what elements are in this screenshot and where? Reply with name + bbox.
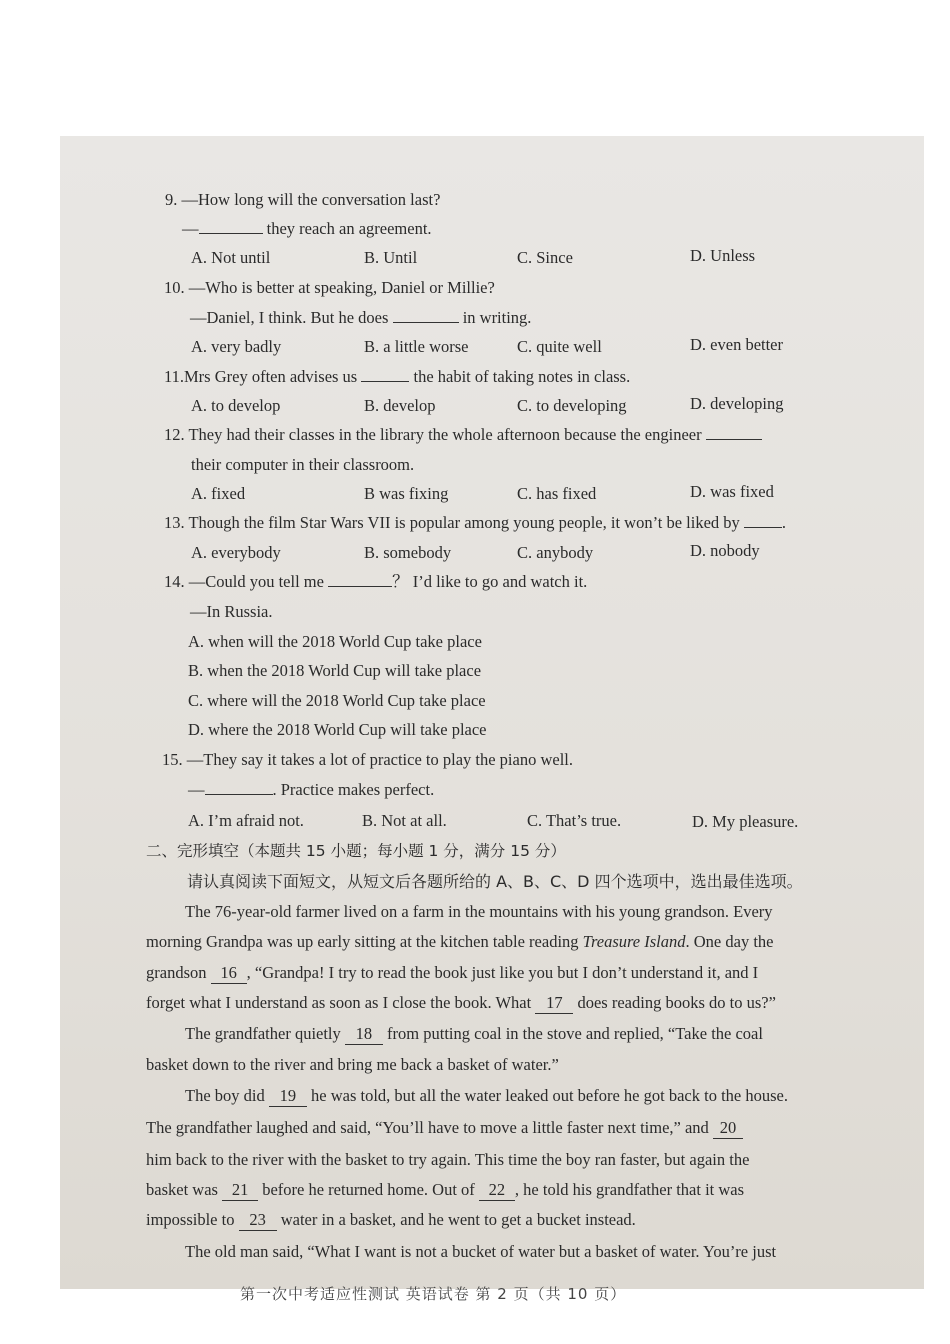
book-title: Treasure Island — [582, 932, 686, 951]
passage-line — [146, 1210, 636, 1231]
answer-blank — [328, 572, 392, 587]
answer-blank — [205, 780, 273, 795]
option-a: A. everybody — [191, 543, 281, 562]
question-number: 12. — [164, 425, 185, 444]
passage-text: The grandfather quietly — [185, 1024, 345, 1043]
option-d: D. was fixed — [690, 482, 774, 501]
passage-text: forget what I understand as soon as I close the book. What — [146, 993, 536, 1012]
option-c: C. anybody — [517, 543, 594, 562]
option-b: B. Not at all. — [362, 811, 447, 830]
passage-line: basket down to the river and bring me back a basket of water.” — [146, 1055, 559, 1074]
question-10 — [164, 278, 495, 298]
passage-text: impossible to — [146, 1210, 239, 1229]
question-number: 11. — [164, 367, 185, 386]
question-15 — [162, 750, 573, 770]
question-number: 14. — [164, 572, 185, 591]
option-c: C. quite well — [517, 337, 602, 356]
question-stem: —Who is better at speaking, Daniel or Millie? — [188, 278, 495, 297]
option-c: C. to developing — [517, 396, 627, 415]
option-a: A. Not until — [191, 248, 271, 267]
cloze-blank: 16 — [211, 963, 247, 984]
question-number: 13. — [164, 513, 185, 532]
question-14 — [164, 572, 587, 592]
reply-text: —Daniel, I think. But he does — [190, 308, 393, 327]
passage-line: The old man said, “What I want is not a bucket of water but a basket of water. You’re just — [185, 1242, 777, 1261]
answer-blank — [361, 367, 409, 382]
passage-text: morning Grandpa was up early sitting at the kitchen table reading — [146, 932, 583, 951]
answer-blank — [199, 219, 263, 234]
passage-text: The boy did — [185, 1086, 269, 1105]
question-11 — [164, 367, 630, 387]
question-stem: . — [781, 513, 787, 532]
reply-text: in writing. — [458, 308, 532, 327]
question-stem: ？ I’d like to go and watch it. — [392, 572, 588, 591]
option-a: A. fixed — [191, 484, 246, 503]
question-number: 9. — [165, 190, 178, 209]
option-c: C. Since — [517, 248, 573, 267]
question-12 — [164, 425, 762, 445]
question-stem: Mrs Grey often advises us — [184, 367, 362, 386]
question-10-reply — [190, 308, 531, 328]
question-number: 15. — [162, 750, 183, 769]
cloze-blank: 19 — [269, 1086, 307, 1107]
passage-line — [146, 993, 776, 1014]
passage-text: before he returned home. Out of — [258, 1180, 479, 1199]
passage-text: . One day the — [685, 932, 774, 951]
question-13 — [164, 513, 786, 533]
reply-text: they reach an agreement. — [262, 219, 432, 238]
passage-text: grandson — [146, 963, 211, 982]
page-footer: 第一次中考适应性测试 英语试卷 第 2 页（共 10 页） — [240, 1285, 627, 1303]
option-d: D. Unless — [690, 246, 756, 265]
cloze-blank: 18 — [345, 1024, 383, 1045]
passage-text: from putting coal in the stove and replied, “Take the coal — [382, 1024, 763, 1043]
question-9 — [165, 190, 440, 210]
passage-line — [146, 1180, 744, 1201]
question-stem: —They say it takes a lot of practice to play the piano well. — [186, 750, 574, 769]
passage-text: The grandfather laughed and said, “You’ll have to move a little faster next time,” and — [146, 1118, 713, 1137]
option-c: C. has fixed — [517, 484, 597, 503]
option-d: D. where the 2018 World Cup will take place — [188, 720, 487, 739]
passage-text: water in a basket, and he went to get a bucket instead. — [276, 1210, 636, 1229]
answer-blank — [706, 425, 762, 440]
question-14-reply: —In Russia. — [190, 602, 273, 621]
cloze-blank: 23 — [239, 1210, 277, 1231]
option-d: D. even better — [690, 335, 783, 354]
option-b: B. a little worse — [364, 337, 469, 356]
question-stem: —Could you tell me — [188, 572, 329, 591]
passage-line — [185, 1086, 788, 1107]
passage-text: basket was — [146, 1180, 223, 1199]
option-a: A. I’m afraid not. — [188, 811, 304, 830]
passage-text: he was told, but all the water leaked out before he got back to the house. — [306, 1086, 788, 1105]
question-stem: Though the film Star Wars VII is popular among young people, it won’t be liked by — [188, 513, 744, 532]
cloze-blank: 21 — [222, 1180, 258, 1201]
passage-line — [146, 963, 758, 984]
option-c: C. where will the 2018 World Cup take place — [188, 691, 486, 710]
cloze-blank: 20 — [713, 1118, 743, 1139]
passage-line: him back to the river with the basket to try again. This time the boy ran faster, but again the — [146, 1150, 750, 1169]
option-a: A. very badly — [191, 337, 282, 356]
option-b: B. develop — [364, 396, 436, 415]
question-15-reply — [188, 780, 434, 800]
question-number: 10. — [164, 278, 185, 297]
passage-text: , he told his grandfather that it was — [514, 1180, 745, 1199]
passage-text: does reading books do to us?” — [573, 993, 776, 1012]
passage-line — [185, 1024, 763, 1045]
question-stem: —How long will the conversation last? — [181, 190, 441, 209]
option-b: B. when the 2018 World Cup will take place — [188, 661, 482, 680]
reply-text: . Practice makes perfect. — [272, 780, 435, 799]
passage-line — [146, 1118, 743, 1139]
cloze-blank: 17 — [535, 993, 573, 1014]
option-c: C. That’s true. — [527, 811, 622, 830]
option-d: D. nobody — [690, 541, 760, 560]
answer-blank — [744, 513, 782, 528]
option-a: A. when will the 2018 World Cup take place — [188, 632, 482, 651]
question-stem: the habit of taking notes in class. — [409, 367, 631, 386]
question-stem: They had their classes in the library the whole afternoon because the engineer — [188, 425, 706, 444]
option-d: D. developing — [690, 394, 784, 413]
passage-line: The 76-year-old farmer lived on a farm in the mountains with his young grandson. Every — [185, 902, 773, 921]
option-b: B. Until — [364, 248, 418, 267]
section-title: 二、完形填空（本题共 15 小题；每小题 1 分，满分 15 分） — [146, 842, 566, 860]
option-a: A. to develop — [191, 396, 281, 415]
question-9-reply — [182, 219, 432, 239]
option-d: D. My pleasure. — [692, 812, 799, 831]
option-b: B was fixing — [364, 484, 449, 503]
option-b: B. somebody — [364, 543, 452, 562]
passage-line — [146, 932, 773, 952]
section-instruction: 请认真阅读下面短文，从短文后各题所给的 A、B、C、D 四个选项中，选出最佳选项。 — [187, 872, 803, 891]
question-12-line2: their computer in their classroom. — [191, 455, 415, 474]
reply-text: — — [182, 219, 199, 238]
reply-text: — — [188, 780, 205, 799]
passage-text: , “Grandpa! I try to read the book just like you but I don’t understand it, and I — [246, 963, 759, 982]
answer-blank — [393, 308, 459, 323]
cloze-blank: 22 — [479, 1180, 515, 1201]
